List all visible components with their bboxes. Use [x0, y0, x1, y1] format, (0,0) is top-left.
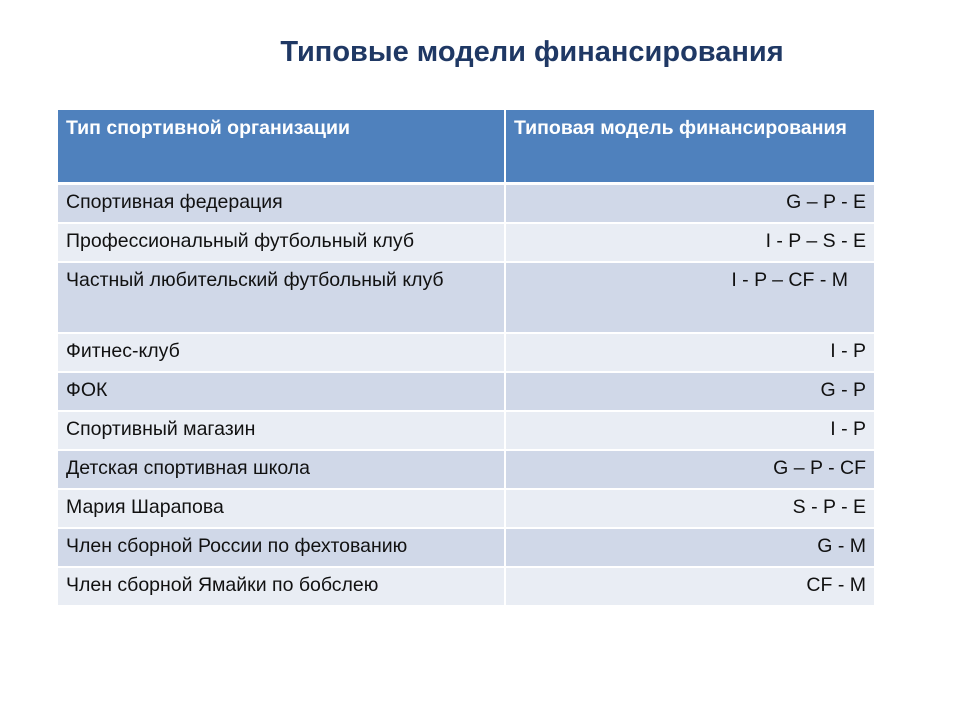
table-row	[58, 411, 874, 450]
organization-type-cell: Член сборной Ямайки по бобслею	[58, 567, 505, 606]
header-financing-model: Типовая модель финансирования	[505, 110, 874, 184]
organization-type-cell: Частный любительский футбольный клуб	[58, 262, 505, 333]
financing-model-cell: I - P	[505, 411, 874, 450]
table-row	[58, 567, 874, 606]
financing-model-cell: G - M	[505, 528, 874, 567]
table-row	[58, 262, 874, 333]
financing-model-cell: I - P – CF - M	[505, 262, 874, 333]
table-row	[58, 450, 874, 489]
table-row	[58, 489, 874, 528]
financing-models-table	[58, 110, 874, 607]
organization-type-cell: ФОК	[58, 372, 505, 411]
organization-type-cell: Мария Шарапова	[58, 489, 505, 528]
organization-type-cell: Профессиональный футбольный клуб	[58, 223, 505, 262]
financing-model-cell: G - P	[505, 372, 874, 411]
financing-model-cell: CF - M	[505, 567, 874, 606]
slide-title: Типовые модели финансирования	[280, 36, 784, 68]
table-row	[58, 333, 874, 372]
financing-model-cell: I - P – S - E	[505, 223, 874, 262]
organization-type-cell: Детская спортивная школа	[58, 450, 505, 489]
organization-type-cell: Спортивный магазин	[58, 411, 505, 450]
financing-model-cell: G – P - CF	[505, 450, 874, 489]
table-row	[58, 528, 874, 567]
table-row	[58, 223, 874, 262]
financing-model-cell: S - P - E	[505, 489, 874, 528]
organization-type-cell: Спортивная федерация	[58, 184, 505, 224]
table-row	[58, 184, 874, 224]
organization-type-cell: Фитнес-клуб	[58, 333, 505, 372]
header-organization-type: Тип спортивной организации	[58, 110, 505, 184]
table-header-row	[58, 110, 874, 184]
table-row	[58, 372, 874, 411]
organization-type-cell: Член сборной России по фехтованию	[58, 528, 505, 567]
financing-model-cell: I - P	[505, 333, 874, 372]
financing-model-cell: G – P - E	[505, 184, 874, 224]
